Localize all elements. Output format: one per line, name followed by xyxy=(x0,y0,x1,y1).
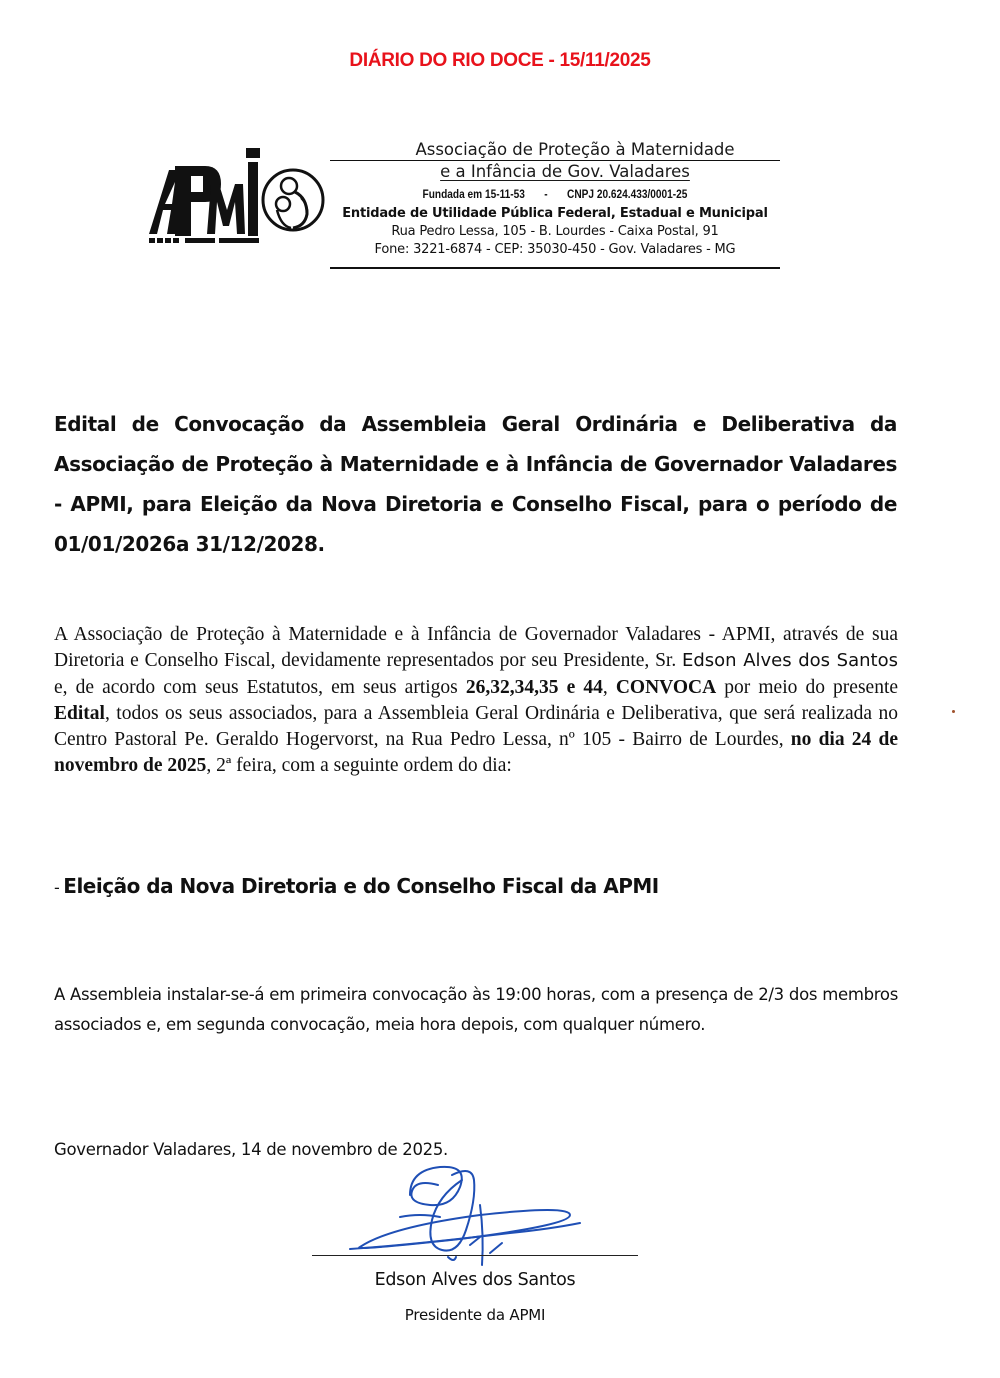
signer-name: Edson Alves dos Santos xyxy=(374,1270,576,1290)
installation-paragraph: A Assembleia instalar-se-á em primeira convocação às 19:00 horas, com a presença de 2/3 dos membros associados e, em segunda convocação, meia hora depois, com qualquer número. xyxy=(54,985,898,1034)
body-text: , 2ª feira, com a seguinte ordem do dia: xyxy=(206,755,512,777)
org-name-line2: e a Infância de Gov. Valadares xyxy=(440,162,690,181)
letterhead-divider xyxy=(330,267,780,269)
apmi-logo xyxy=(145,148,325,248)
agenda-text: Eleição da Nova Diretoria e do Conselho Fiscal da APMI xyxy=(63,874,659,898)
mother-and-child-icon xyxy=(263,170,323,230)
signer-role: Presidente da APMI xyxy=(404,1306,546,1324)
organization-info xyxy=(330,140,780,269)
separator: - xyxy=(544,189,548,201)
edital-keyword: Edital xyxy=(54,702,105,724)
signature-line xyxy=(312,1255,638,1256)
body-text: , todos os seus associados, para a Assembleia Geral Ordinária e Deliberativa, que será realizada no Centro Pastoral Pe. Geraldo Hogervorst, na Rua Pedro Lessa, nº 105 - Bairro de Lourdes, xyxy=(54,702,898,751)
meeting-date: no dia 24 de novembro de 2025 xyxy=(54,729,898,777)
president-name: Edson Alves dos Santos xyxy=(681,650,898,672)
body-text: , xyxy=(602,676,616,698)
statute-articles: 26,32,34,35 e 44 xyxy=(465,676,603,698)
document-title: Edital de Convocação da Assembleia Geral Ordinária e Deliberativa da Associação de Proteção à Maternidade e à Infância de Governador Valadares - APMI, para Eleição da Nova Diretoria e Conselho Fiscal, para o período de 01/01/2026a 31/12/2028. xyxy=(54,412,897,556)
handwritten-signature xyxy=(340,1165,630,1285)
apmi-logo-letters xyxy=(149,148,260,243)
convocation-paragraph xyxy=(54,622,898,780)
body-text: e, de acordo com seus Estatutos, em seus artigos xyxy=(54,676,466,698)
cnpj: CNPJ 20.624.433/0001-25 xyxy=(567,189,688,201)
place-and-date: Governador Valadares, 14 de novembro de 2025. xyxy=(54,1140,449,1159)
org-phone: Fone: 3221-6874 - CEP: 35030-450 - Gov. Valadares - MG xyxy=(374,242,736,257)
scan-speck xyxy=(952,710,955,713)
convoca-keyword: CONVOCA xyxy=(615,676,717,698)
body-text: A Associação de Proteção à Maternidade e à Infância de Governador Valadares - APMI, através de sua Diretoria e Conselho Fiscal, devidamente representados por seu Presidente, Sr. xyxy=(54,624,898,672)
founded-date: Fundada em 15-11-53 xyxy=(422,189,525,201)
entity-status: Entidade de Utilidade Pública Federal, Estadual e Municipal xyxy=(342,206,768,221)
agenda-item xyxy=(54,874,914,898)
org-address: Rua Pedro Lessa, 105 - B. Lourdes - Caixa Postal, 91 xyxy=(391,224,719,239)
letterhead xyxy=(145,140,785,300)
org-name-line1: Associação de Proteção à Maternidade xyxy=(330,140,780,161)
newspaper-header: DIÁRIO DO RIO DOCE - 15/11/2025 xyxy=(349,50,651,71)
agenda-bullet: - xyxy=(54,878,60,897)
body-text: por meio do presente xyxy=(716,676,899,698)
founded-cnpj xyxy=(357,189,753,201)
